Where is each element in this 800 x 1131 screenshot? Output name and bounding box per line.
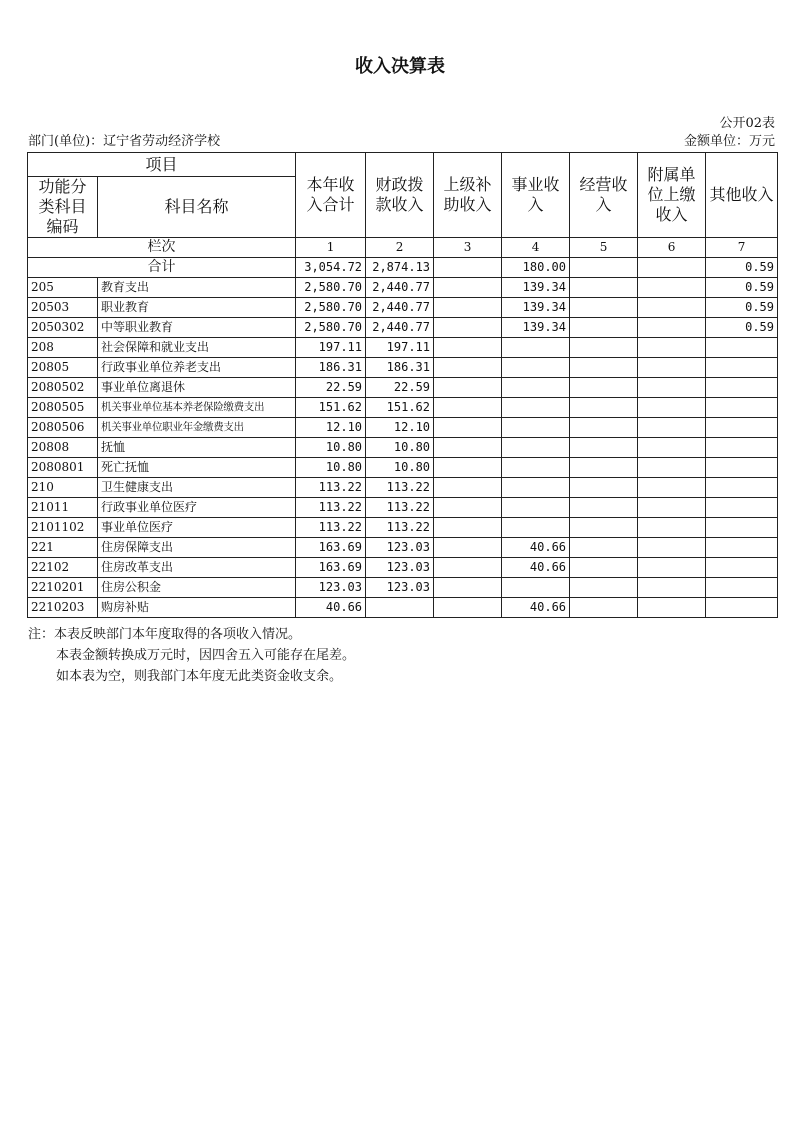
column-number: 7	[706, 238, 778, 258]
amount-cell: 40.66	[502, 538, 570, 558]
amount-cell: 163.69	[296, 538, 366, 558]
amount-cell	[706, 438, 778, 458]
amount-cell	[570, 478, 638, 498]
amount-cell	[434, 598, 502, 618]
amount-cell: 113.22	[296, 498, 366, 518]
amount-cell	[638, 598, 706, 618]
amount-cell: 113.22	[296, 518, 366, 538]
func-code-cell: 2210203	[28, 598, 98, 618]
amount-cell	[570, 298, 638, 318]
amount-cell	[434, 278, 502, 298]
amount-cell	[638, 338, 706, 358]
amount-cell: 2,580.70	[296, 278, 366, 298]
header-business-income: 事业收入	[502, 153, 570, 238]
func-code-cell: 221	[28, 538, 98, 558]
amount-cell	[434, 458, 502, 478]
table-row	[28, 378, 778, 398]
amount-cell: 0.59	[706, 298, 778, 318]
column-number: 6	[638, 238, 706, 258]
amount-cell	[638, 438, 706, 458]
func-code-cell: 2080506	[28, 418, 98, 438]
amount-cell	[570, 318, 638, 338]
total-label: 合计	[28, 258, 296, 278]
total-value	[434, 258, 502, 278]
note-line: 本表金额转换成万元时，因四舍五入可能存在尾差。	[56, 648, 356, 663]
total-row	[28, 258, 778, 278]
func-code-cell: 2080801	[28, 458, 98, 478]
amount-cell	[502, 518, 570, 538]
amount-cell	[638, 558, 706, 578]
table-row	[28, 578, 778, 598]
amount-cell	[638, 398, 706, 418]
amount-cell: 10.80	[366, 458, 434, 478]
subject-name-cell: 死亡抚恤	[98, 458, 296, 478]
amount-cell	[638, 578, 706, 598]
amount-cell	[502, 578, 570, 598]
amount-cell: 10.80	[296, 438, 366, 458]
total-value: 0.59	[706, 258, 778, 278]
header-func-code: 功能分类科目编码	[28, 177, 98, 238]
amount-cell	[502, 418, 570, 438]
amount-cell: 197.11	[296, 338, 366, 358]
table-row	[28, 558, 778, 578]
header-other-income: 其他收入	[706, 153, 778, 238]
amount-cell: 40.66	[502, 558, 570, 578]
amount-cell	[706, 458, 778, 478]
amount-cell	[502, 398, 570, 418]
table-row	[28, 398, 778, 418]
amount-cell	[502, 458, 570, 478]
amount-cell	[638, 378, 706, 398]
amount-cell: 197.11	[366, 338, 434, 358]
amount-cell: 186.31	[296, 358, 366, 378]
amount-cell: 186.31	[366, 358, 434, 378]
amount-cell	[570, 518, 638, 538]
subject-name-cell: 卫生健康支出	[98, 478, 296, 498]
amount-cell	[434, 298, 502, 318]
amount-cell	[434, 518, 502, 538]
amount-cell: 123.03	[366, 578, 434, 598]
table-row	[28, 538, 778, 558]
amount-unit-label: 金额单位：万元	[683, 134, 775, 149]
amount-cell	[706, 378, 778, 398]
func-code-cell: 22102	[28, 558, 98, 578]
amount-cell: 139.34	[502, 298, 570, 318]
note-line: 注：本表反映部门本年度取得的各项收入情况。	[28, 627, 302, 642]
amount-cell	[434, 418, 502, 438]
amount-cell	[706, 498, 778, 518]
amount-cell	[570, 458, 638, 478]
amount-cell	[434, 498, 502, 518]
amount-cell	[434, 378, 502, 398]
income-table	[27, 152, 778, 618]
table-row	[28, 458, 778, 478]
amount-cell	[638, 358, 706, 378]
amount-cell	[434, 538, 502, 558]
column-number: 3	[434, 238, 502, 258]
amount-cell	[706, 358, 778, 378]
amount-cell: 139.34	[502, 318, 570, 338]
func-code-cell: 21011	[28, 498, 98, 518]
amount-cell	[706, 418, 778, 438]
amount-cell	[638, 518, 706, 538]
amount-cell: 113.22	[366, 478, 434, 498]
column-number: 5	[570, 238, 638, 258]
table-row	[28, 438, 778, 458]
subject-name-cell: 教育支出	[98, 278, 296, 298]
note-line: 如本表为空，则我部门本年度无此类资金收支余。	[56, 669, 343, 684]
amount-cell	[638, 498, 706, 518]
total-value: 2,874.13	[366, 258, 434, 278]
header-superior-income: 上级补助收入	[434, 153, 502, 238]
amount-cell: 123.03	[366, 538, 434, 558]
table-row	[28, 278, 778, 298]
amount-cell	[434, 358, 502, 378]
func-code-cell: 208	[28, 338, 98, 358]
column-number: 4	[502, 238, 570, 258]
amount-cell: 22.59	[366, 378, 434, 398]
table-row	[28, 418, 778, 438]
amount-cell: 40.66	[296, 598, 366, 618]
subject-name-cell: 行政事业单位医疗	[98, 498, 296, 518]
func-code-cell: 20808	[28, 438, 98, 458]
amount-cell: 113.22	[366, 498, 434, 518]
amount-cell	[502, 378, 570, 398]
amount-cell	[570, 538, 638, 558]
amount-cell: 151.62	[366, 398, 434, 418]
amount-cell: 139.34	[502, 278, 570, 298]
amount-cell	[570, 598, 638, 618]
amount-cell: 0.59	[706, 278, 778, 298]
total-value: 180.00	[502, 258, 570, 278]
form-number: 公开02表	[719, 116, 775, 131]
amount-cell: 10.80	[296, 458, 366, 478]
amount-cell	[434, 338, 502, 358]
subject-name-cell: 机关事业单位基本养老保险缴费支出	[98, 398, 296, 418]
subject-name-cell: 社会保障和就业支出	[98, 338, 296, 358]
department-label: 部门(单位)：辽宁省劳动经济学校	[28, 134, 221, 149]
func-code-cell: 205	[28, 278, 98, 298]
total-value	[638, 258, 706, 278]
amount-cell	[706, 478, 778, 498]
amount-cell	[434, 398, 502, 418]
amount-cell: 0.59	[706, 318, 778, 338]
amount-cell: 2,440.77	[366, 318, 434, 338]
amount-cell	[706, 598, 778, 618]
amount-cell	[638, 538, 706, 558]
amount-cell	[570, 338, 638, 358]
amount-cell: 151.62	[296, 398, 366, 418]
header-subject-name: 科目名称	[98, 177, 296, 238]
func-code-cell: 210	[28, 478, 98, 498]
amount-cell	[570, 358, 638, 378]
amount-cell	[570, 418, 638, 438]
amount-cell: 2,580.70	[296, 298, 366, 318]
amount-cell	[570, 278, 638, 298]
func-code-cell: 2080505	[28, 398, 98, 418]
amount-cell: 12.10	[366, 418, 434, 438]
amount-cell	[434, 478, 502, 498]
subject-name-cell: 中等职业教育	[98, 318, 296, 338]
header-fiscal-income: 财政拨款收入	[366, 153, 434, 238]
amount-cell	[502, 358, 570, 378]
amount-cell	[570, 558, 638, 578]
amount-cell	[638, 298, 706, 318]
amount-cell	[638, 418, 706, 438]
amount-cell: 2,580.70	[296, 318, 366, 338]
column-number: 1	[296, 238, 366, 258]
subject-name-cell: 住房改革支出	[98, 558, 296, 578]
header-affiliated-income: 附属单位上缴收入	[638, 153, 706, 238]
amount-cell	[706, 338, 778, 358]
table-row	[28, 598, 778, 618]
table-row	[28, 478, 778, 498]
amount-cell	[434, 438, 502, 458]
amount-cell	[638, 318, 706, 338]
amount-cell	[706, 538, 778, 558]
header-operating-income: 经营收入	[570, 153, 638, 238]
func-code-cell: 20503	[28, 298, 98, 318]
page-title: 收入决算表	[355, 56, 445, 77]
amount-cell	[502, 478, 570, 498]
amount-cell	[434, 578, 502, 598]
amount-cell: 10.80	[366, 438, 434, 458]
amount-cell	[706, 518, 778, 538]
amount-cell: 163.69	[296, 558, 366, 578]
amount-cell	[706, 578, 778, 598]
amount-cell	[366, 598, 434, 618]
subject-name-cell: 购房补贴	[98, 598, 296, 618]
amount-cell	[706, 558, 778, 578]
amount-cell	[638, 478, 706, 498]
amount-cell: 123.03	[366, 558, 434, 578]
header-total-income: 本年收入合计	[296, 153, 366, 238]
amount-cell: 2,440.77	[366, 278, 434, 298]
subject-name-cell: 抚恤	[98, 438, 296, 458]
amount-cell: 22.59	[296, 378, 366, 398]
amount-cell: 113.22	[366, 518, 434, 538]
table-row	[28, 518, 778, 538]
subject-name-cell: 机关事业单位职业年金缴费支出	[98, 418, 296, 438]
subject-name-cell: 职业教育	[98, 298, 296, 318]
amount-cell	[502, 498, 570, 518]
subject-name-cell: 事业单位医疗	[98, 518, 296, 538]
total-value: 3,054.72	[296, 258, 366, 278]
column-number: 2	[366, 238, 434, 258]
subject-name-cell: 住房公积金	[98, 578, 296, 598]
subject-name-cell: 住房保障支出	[98, 538, 296, 558]
notes	[28, 624, 355, 687]
amount-cell	[706, 398, 778, 418]
amount-cell	[638, 278, 706, 298]
amount-cell	[570, 438, 638, 458]
func-code-cell: 2210201	[28, 578, 98, 598]
amount-cell: 40.66	[502, 598, 570, 618]
column-number-label: 栏次	[28, 238, 296, 258]
amount-cell	[570, 498, 638, 518]
table-row	[28, 298, 778, 318]
amount-cell	[570, 578, 638, 598]
amount-cell: 113.22	[296, 478, 366, 498]
subject-name-cell: 行政事业单位养老支出	[98, 358, 296, 378]
header-item: 项目	[28, 153, 296, 177]
amount-cell	[570, 398, 638, 418]
table-row	[28, 358, 778, 378]
func-code-cell: 20805	[28, 358, 98, 378]
table-row	[28, 498, 778, 518]
amount-cell	[570, 378, 638, 398]
amount-cell: 123.03	[296, 578, 366, 598]
total-value	[570, 258, 638, 278]
amount-cell	[434, 558, 502, 578]
amount-cell	[638, 458, 706, 478]
func-code-cell: 2050302	[28, 318, 98, 338]
amount-cell: 12.10	[296, 418, 366, 438]
func-code-cell: 2080502	[28, 378, 98, 398]
amount-cell: 2,440.77	[366, 298, 434, 318]
amount-cell	[502, 438, 570, 458]
amount-cell	[434, 318, 502, 338]
table-row	[28, 338, 778, 358]
table-row	[28, 318, 778, 338]
func-code-cell: 2101102	[28, 518, 98, 538]
amount-cell	[502, 338, 570, 358]
subject-name-cell: 事业单位离退休	[98, 378, 296, 398]
